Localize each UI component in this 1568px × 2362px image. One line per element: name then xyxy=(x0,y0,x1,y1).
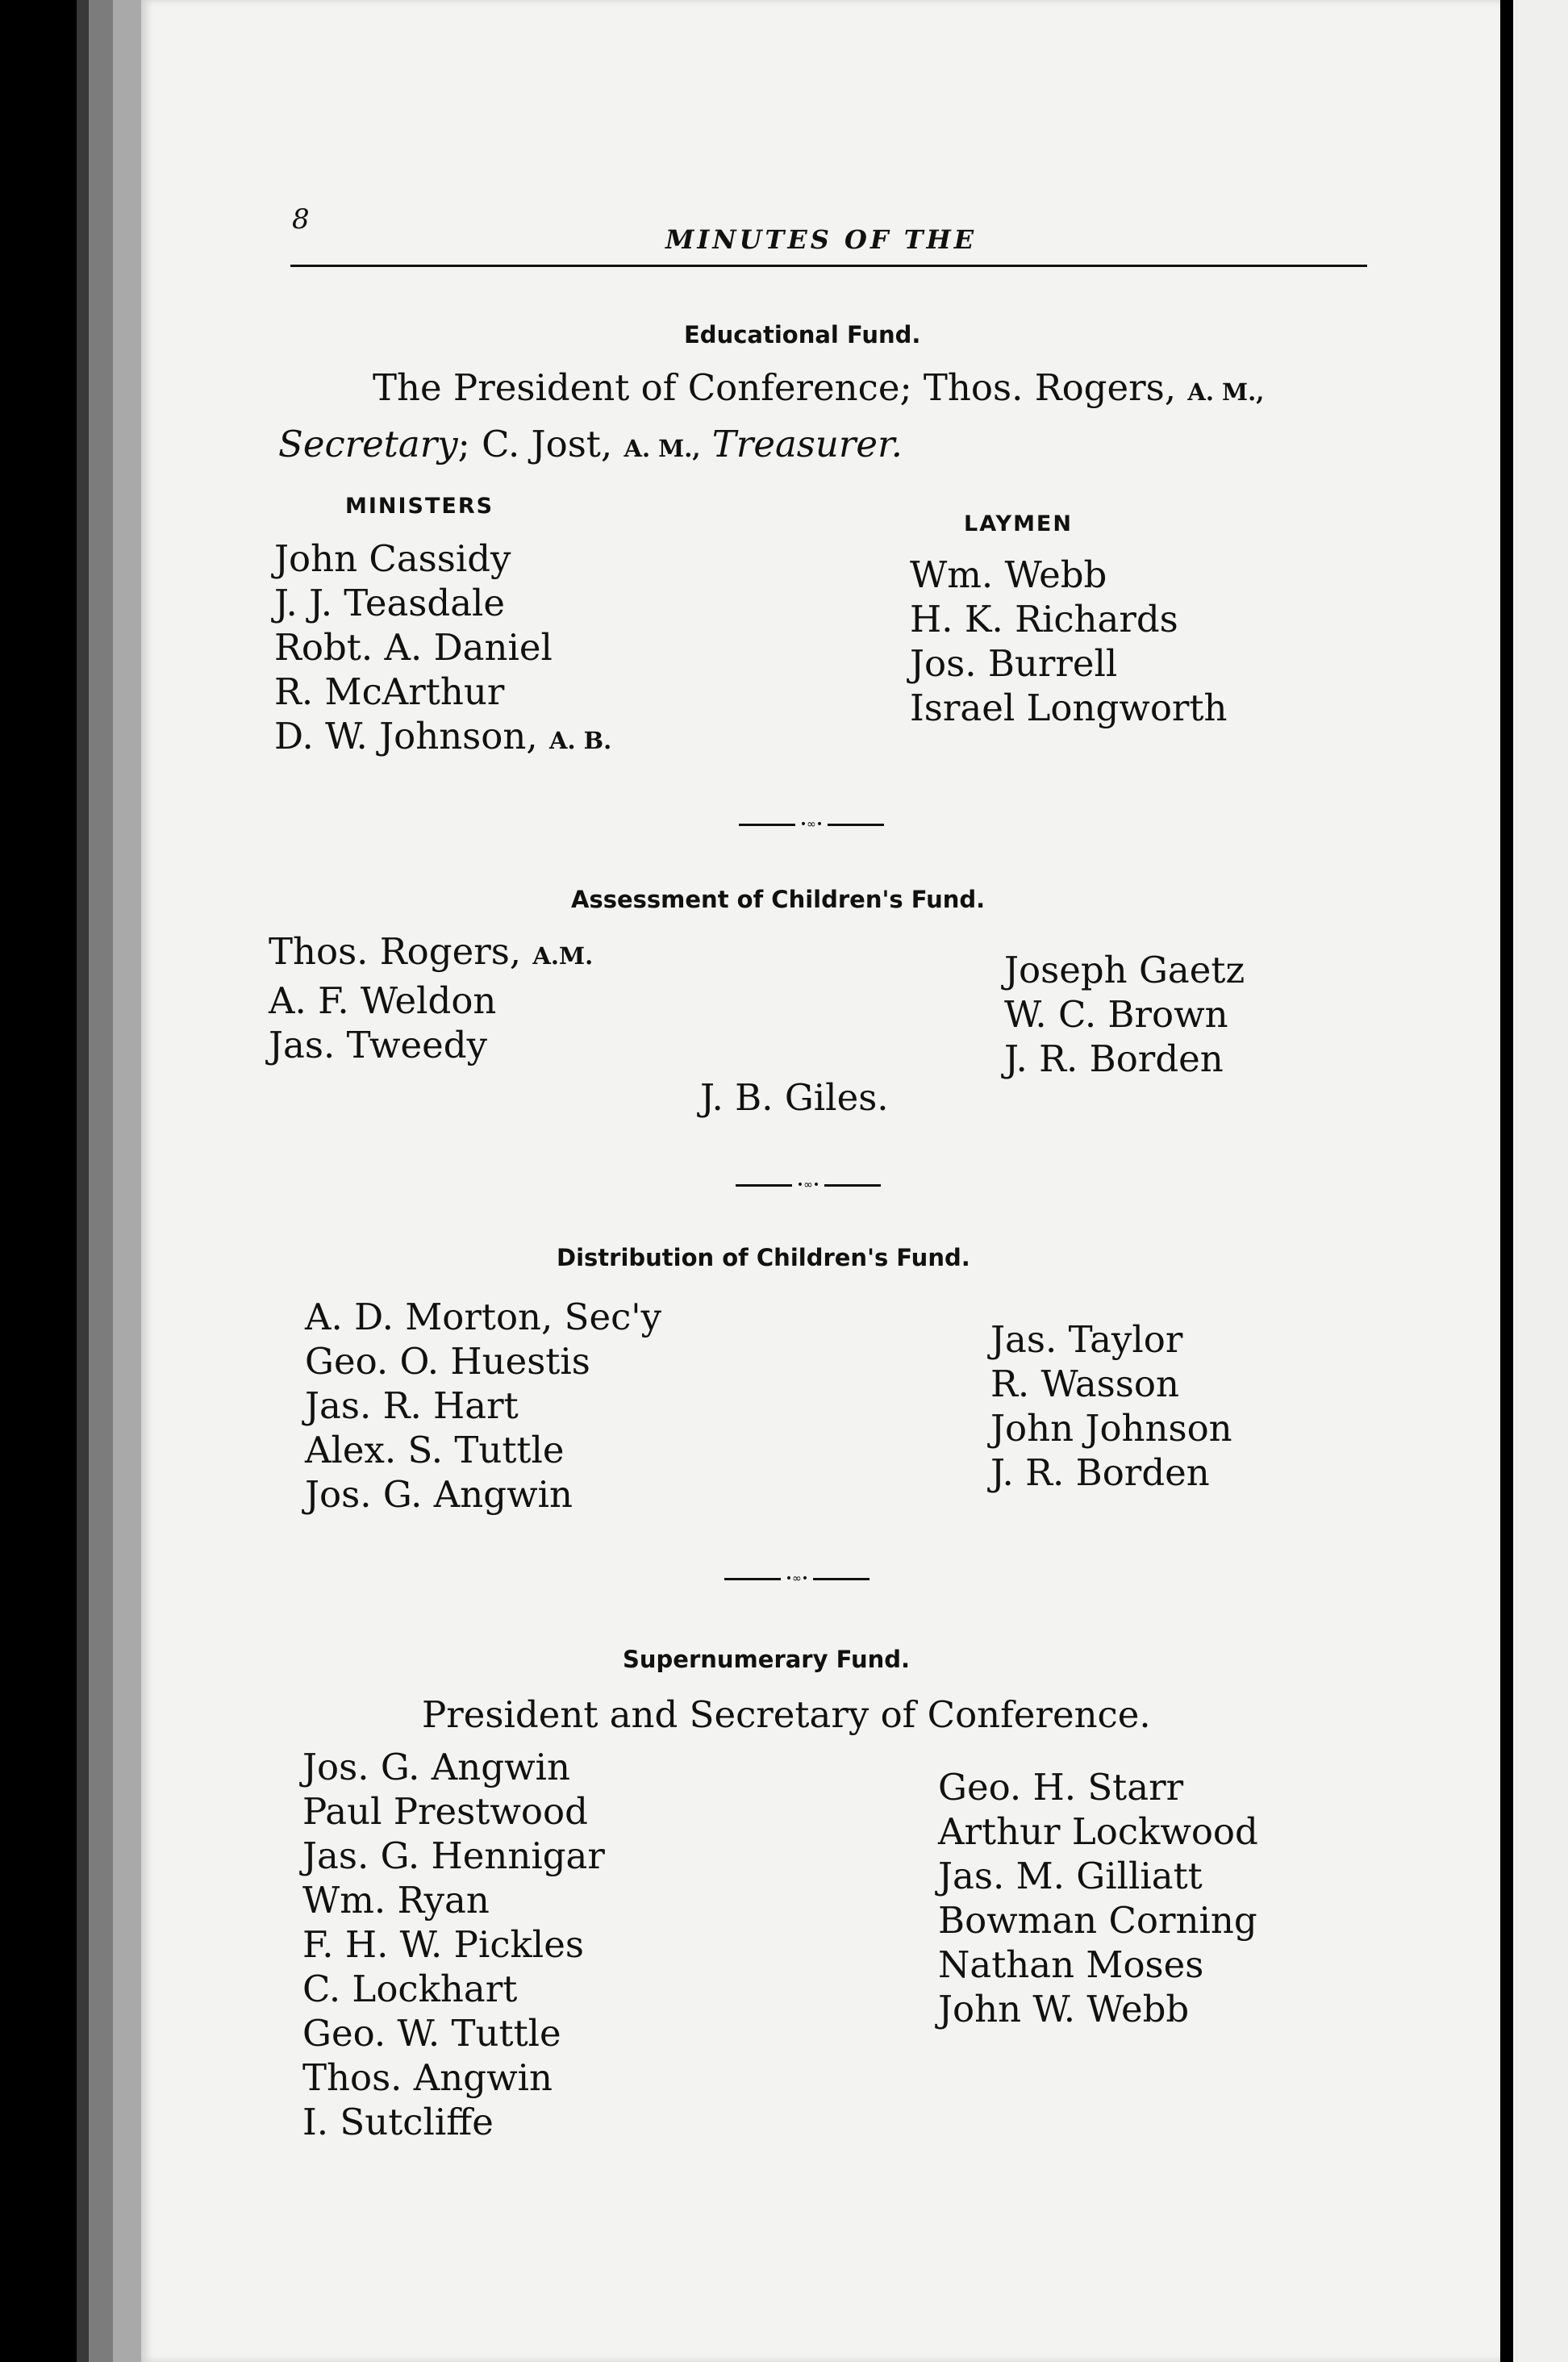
list-item: Wm. Webb xyxy=(910,553,1107,596)
laymen-list xyxy=(910,553,1228,730)
assessment-left-list xyxy=(269,929,593,1067)
list-item: J. J. Teasdale xyxy=(274,582,506,624)
list-item: Geo. H. Starr xyxy=(938,1766,1184,1809)
section-ornament xyxy=(736,1179,881,1191)
list-item: Jas. M. Gilliatt xyxy=(938,1855,1203,1897)
list-item: Jas. Taylor xyxy=(990,1318,1183,1361)
supernumerary-intro: President and Secretary of Conference. xyxy=(422,1693,1151,1736)
section-ornament xyxy=(724,1573,869,1584)
supernumerary-left-list xyxy=(302,1745,605,2144)
list-item: F. H. W. Pickles xyxy=(302,1923,584,1966)
list-item xyxy=(274,714,611,763)
running-head-title: MINUTES OF THE xyxy=(665,224,978,255)
distribution-fund-heading: Distribution of Children's Fund. xyxy=(557,1244,970,1271)
page-number: 8 xyxy=(292,203,310,236)
list-item: J. R. Borden xyxy=(990,1451,1210,1494)
list-item: Bowman Corning xyxy=(938,1899,1257,1942)
list-item xyxy=(269,929,593,979)
list-item: H. K. Richards xyxy=(910,598,1178,641)
list-item: Jos. G. Angwin xyxy=(302,1746,570,1788)
page-gutter xyxy=(1500,0,1513,2362)
adjacent-page-edge xyxy=(1513,0,1568,2362)
list-item: Geo. O. Huestis xyxy=(305,1340,590,1383)
secretary-label: Secretary xyxy=(278,423,458,465)
distribution-left-list xyxy=(305,1295,661,1517)
laymen-label: LAYMEN xyxy=(964,511,1073,536)
list-item: A. F. Weldon xyxy=(269,979,497,1022)
ministers-label: MINISTERS xyxy=(345,494,494,519)
list-item: R. Wasson xyxy=(990,1363,1179,1405)
list-item: W. C. Brown xyxy=(1004,993,1228,1036)
intro-text: ; C. Jost, xyxy=(457,423,624,465)
section-ornament xyxy=(739,819,884,830)
intro-text: The President of Conference; Thos. Rogers, xyxy=(373,366,1188,409)
educational-fund-heading: Educational Fund. xyxy=(684,321,921,348)
degree-abbrev: A.M. xyxy=(532,942,594,970)
list-item: Jos. Burrell xyxy=(910,642,1118,685)
list-item: Jas. G. Hennigar xyxy=(302,1834,605,1877)
list-item: Alex. S. Tuttle xyxy=(305,1429,565,1471)
educational-fund-intro-line2 xyxy=(278,423,903,465)
ornament-glyph: •∞• xyxy=(796,1179,820,1191)
list-item: Arthur Lockwood xyxy=(938,1810,1258,1853)
degree-abbrev: A. M., xyxy=(1187,378,1265,406)
list-item: Nathan Moses xyxy=(938,1943,1204,1986)
supernumerary-right-list xyxy=(938,1765,1258,2031)
list-item: Thos. Angwin xyxy=(302,2056,553,2099)
list-item: A. D. Morton, Sec'y xyxy=(305,1296,662,1338)
list-item: Joseph Gaetz xyxy=(1004,949,1245,991)
supernumerary-fund-heading: Supernumerary Fund. xyxy=(623,1646,911,1673)
list-item: Jas. Tweedy xyxy=(269,1024,487,1066)
educational-fund-intro-line1 xyxy=(373,366,1265,409)
degree-abbrev: A. B. xyxy=(548,727,612,754)
list-item: Wm. Ryan xyxy=(302,1879,490,1922)
assessment-fund-heading: Assessment of Children's Fund. xyxy=(571,886,986,913)
list-item: Paul Prestwood xyxy=(302,1790,588,1833)
list-item: Jos. G. Angwin xyxy=(305,1473,573,1516)
ornament-glyph: •∞• xyxy=(799,818,824,831)
list-item: R. McArthur xyxy=(274,670,505,713)
list-item: John Cassidy xyxy=(274,537,511,580)
member-name: Thos. Rogers, xyxy=(269,930,533,973)
list-item: J. R. Borden xyxy=(1004,1037,1224,1080)
ornament-glyph: •∞• xyxy=(785,1572,809,1585)
distribution-right-list xyxy=(990,1317,1232,1495)
list-item: John W. Webb xyxy=(938,1988,1190,2030)
list-item: Robt. A. Daniel xyxy=(274,626,553,669)
list-item: John Johnson xyxy=(990,1407,1232,1450)
book-binding-edge xyxy=(0,0,141,2362)
assessment-center-name: J. B. Giles. xyxy=(700,1076,889,1119)
assessment-right-list xyxy=(1004,948,1245,1081)
degree-abbrev: A. M., xyxy=(623,435,701,462)
minister-name: D. W. Johnson, xyxy=(274,715,549,757)
list-item: C. Lockhart xyxy=(302,1968,518,2010)
list-item: Israel Longworth xyxy=(910,686,1228,729)
header-rule xyxy=(290,265,1367,267)
list-item: Geo. W. Tuttle xyxy=(302,2012,561,2055)
list-item: I. Sutcliffe xyxy=(302,2101,494,2143)
list-item: Jas. R. Hart xyxy=(305,1384,519,1427)
ministers-list xyxy=(274,536,611,763)
treasurer-label: Treasurer. xyxy=(711,423,903,465)
